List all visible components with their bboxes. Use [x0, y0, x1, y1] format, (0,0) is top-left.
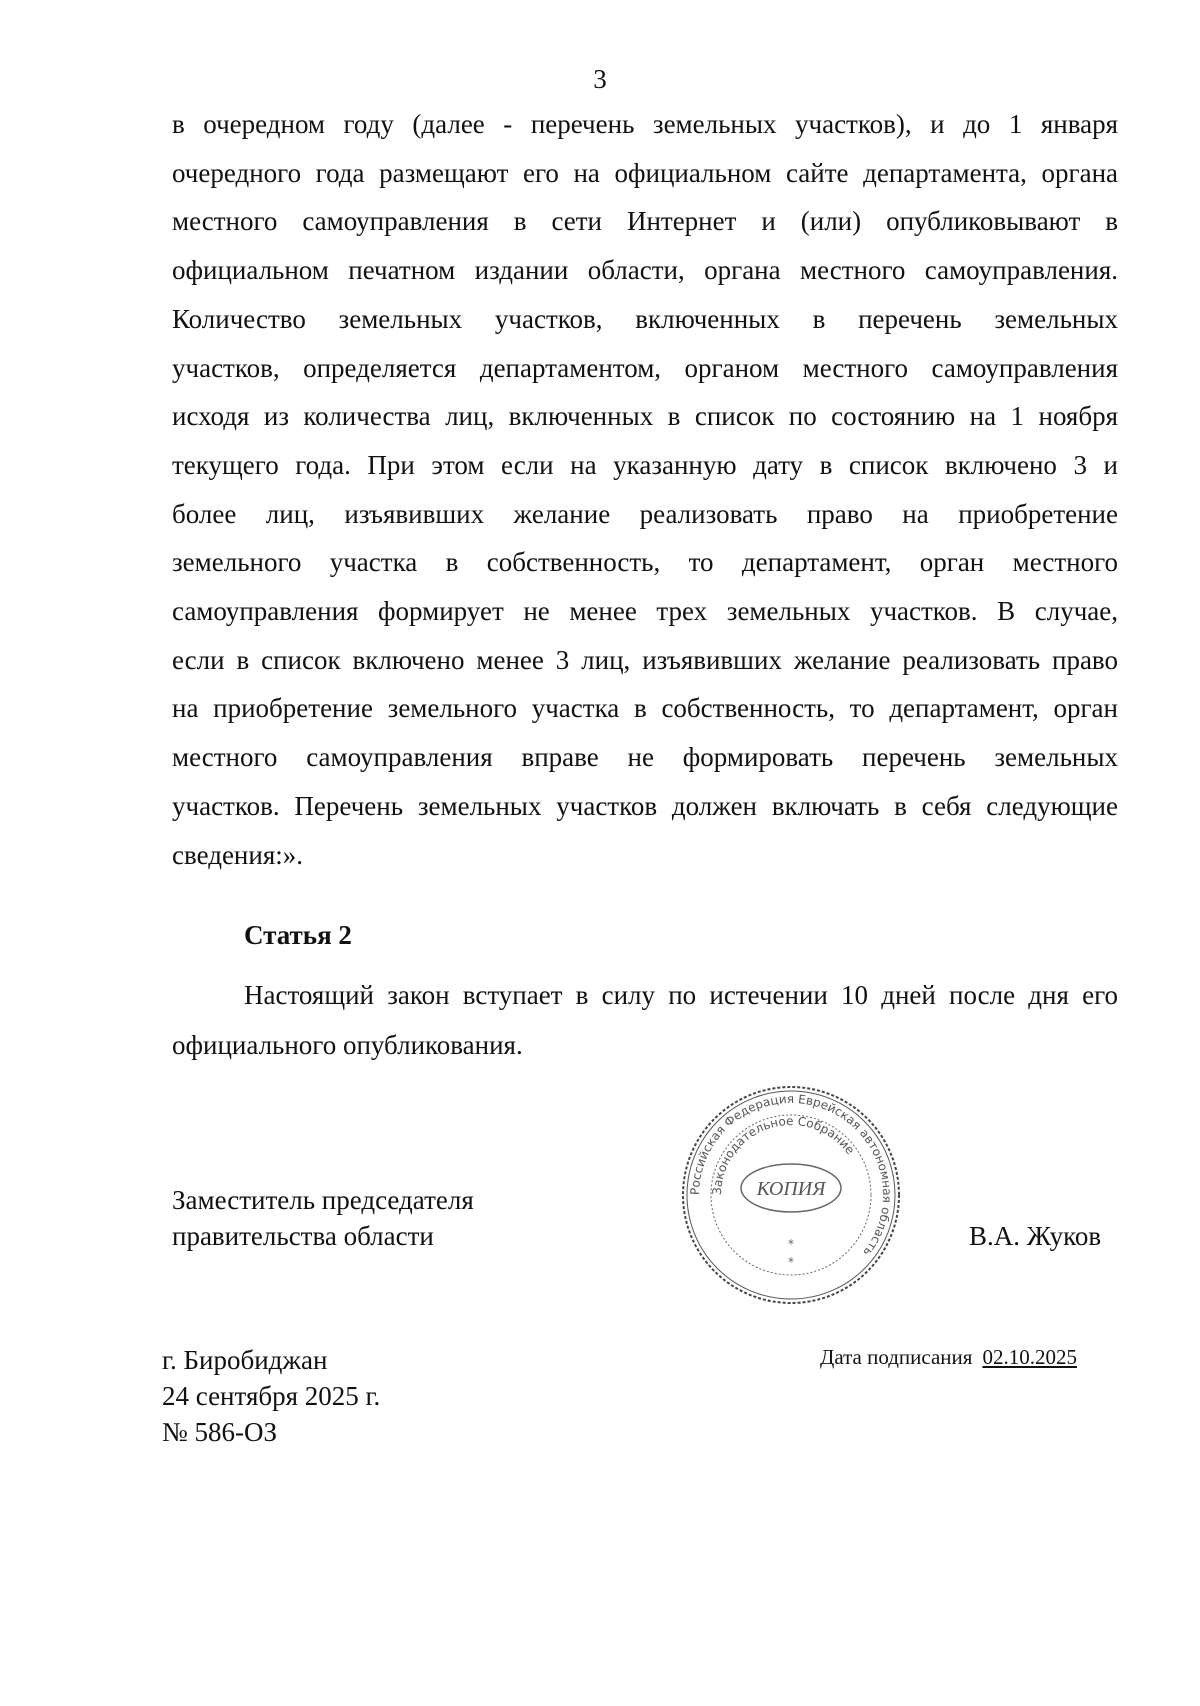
law-number: № 586-ОЗ — [162, 1417, 278, 1447]
body-line: местного самоуправления в сети Интернет и (или) опубликовывают в — [172, 206, 1118, 237]
body-line: сведения:». — [172, 839, 303, 870]
seal-center-text: КОПИЯ — [756, 1178, 826, 1200]
body-paragraph — [172, 100, 1118, 879]
body-line: в очередном году (далее - перечень земельных участков), и до 1 января — [172, 109, 1118, 139]
body-line: если в список включено менее 3 лиц, изъявивших желание реализовать право — [172, 644, 1118, 675]
svg-text:*: * — [788, 1237, 794, 1251]
seal-inner-text: Законодательное Собрание — [709, 1113, 858, 1196]
city: г. Биробиджан — [162, 1345, 328, 1375]
svg-text:*: * — [788, 1255, 794, 1269]
seal-outer-text: Российская Федерация Еврейская автономная область — [687, 1091, 895, 1260]
official-seal-icon — [676, 1080, 906, 1310]
body-line: земельного участка в собственность, то департамент, орган местного — [172, 547, 1118, 578]
page-number: 3 — [593, 64, 607, 94]
signatory-position — [172, 1182, 474, 1254]
body-line: местного самоуправления вправе не формировать перечень земельных — [172, 742, 1118, 773]
body-line: текущего года. При этом если на указанную дату в список включено 3 и — [172, 449, 1118, 480]
body-line: официальном печатном издании области, органа местного самоуправления. — [172, 255, 1118, 286]
place-date-number — [162, 1342, 380, 1450]
signing-date-label: Дата подписания — [820, 1345, 973, 1369]
article-paragraph — [172, 970, 1118, 1070]
body-line: на приобретение земельного участка в собственность, то департамент, орган — [172, 693, 1118, 724]
article-line: официального опубликования. — [172, 1030, 523, 1060]
article-title: Статья 2 — [244, 920, 352, 950]
body-line: самоуправления формирует не менее трех земельных участков. В случае, — [172, 596, 1118, 627]
article-line: Настоящий закон вступает в силу по истечении 10 дней после дня его — [244, 980, 1118, 1010]
body-line: исходя из количества лиц, включенных в список по состоянию на 1 ноября — [172, 401, 1118, 432]
signatory-position-line: правительства области — [172, 1221, 434, 1251]
body-line: очередного года размещают его на официальном сайте департамента, органа — [172, 157, 1118, 188]
signing-date-value: 02.10.2025 — [982, 1345, 1077, 1369]
law-date: 24 сентября 2025 г. — [162, 1381, 381, 1411]
signatory-name: В.А. Жуков — [969, 1221, 1102, 1251]
signing-date — [820, 1342, 1077, 1372]
body-line: более лиц, изъявивших желание реализовать право на приобретение — [172, 498, 1118, 529]
body-line: участков. Перечень земельных участков должен включать в себя следующие — [172, 790, 1118, 821]
body-line: участков, определяется департаментом, органом местного самоуправления — [172, 352, 1118, 383]
signatory-position-line: Заместитель председателя — [172, 1185, 474, 1215]
body-line: Количество земельных участков, включенных в перечень земельных — [172, 303, 1118, 334]
